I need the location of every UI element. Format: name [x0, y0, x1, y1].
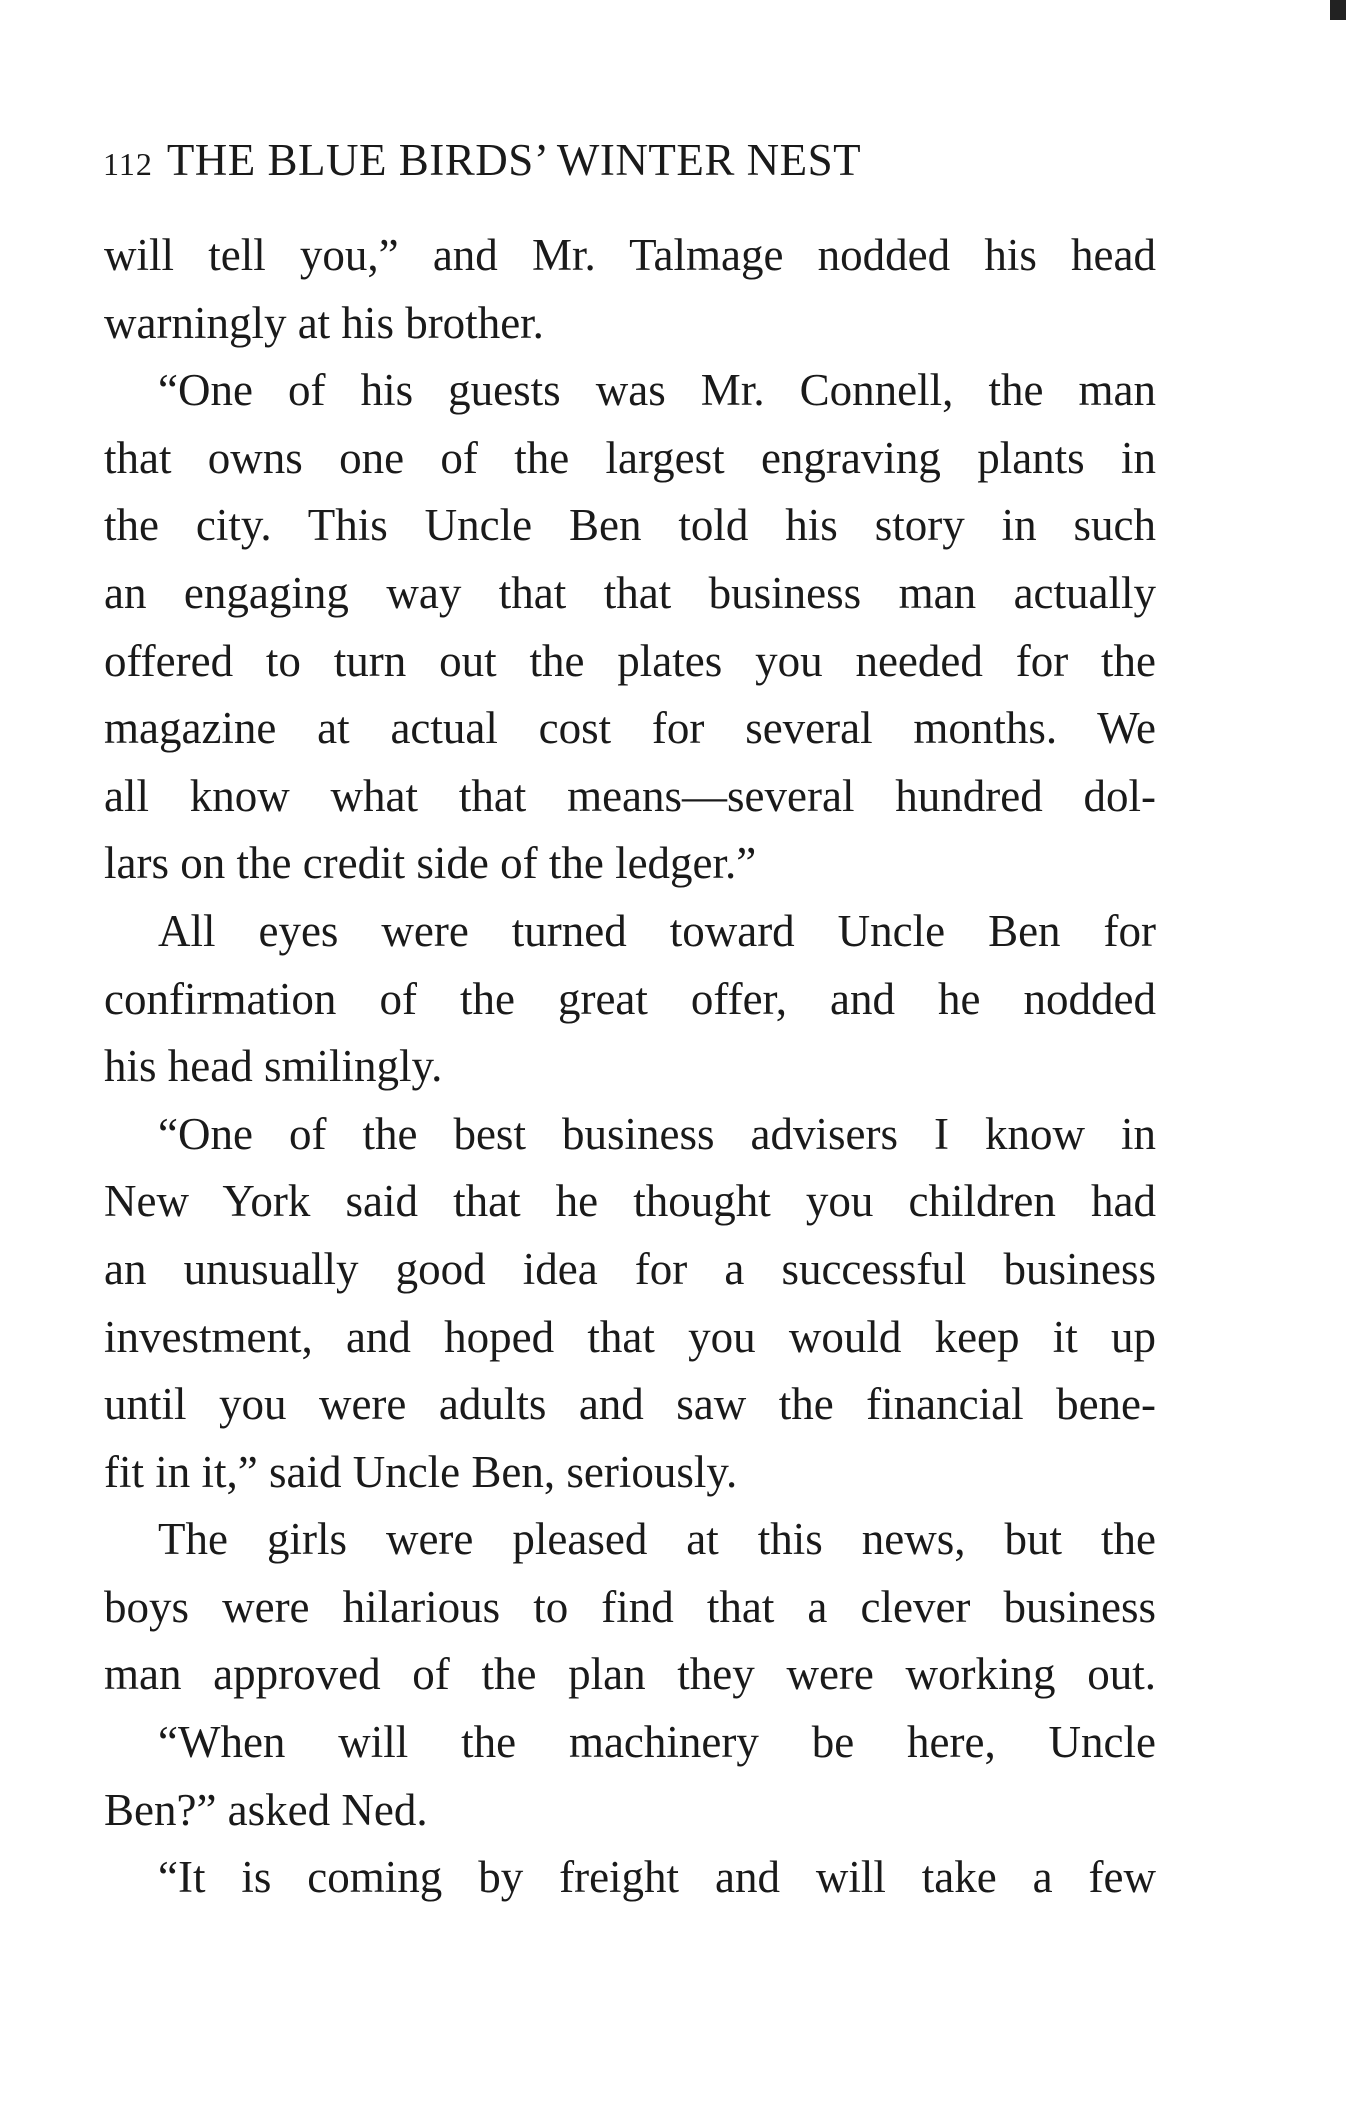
text-line: an engaging way that that business man actually [104, 567, 1156, 618]
text-line: “It is coming by freight and will take a few [158, 1852, 1156, 1903]
text-line: New York said that he thought you children had [104, 1176, 1156, 1227]
text-line: confirmation of the great offer, and he nodded [104, 973, 1156, 1024]
text-line: Ben?” asked Ned. [104, 1784, 428, 1835]
text-line: “One of the best business advisers I know in [158, 1108, 1156, 1159]
text-line: fit in it,” said Uncle Ben, seriously. [104, 1446, 738, 1497]
text-line: boys were hilarious to find that a clever business [104, 1581, 1156, 1632]
text-line: all know what that means—several hundred dol- [104, 770, 1156, 821]
text-line: will tell you,” and Mr. Talmage nodded his head [104, 230, 1156, 280]
text-line: The girls were pleased at this news, but the [158, 1514, 1156, 1565]
scan-edge-mark [1330, 0, 1346, 20]
text-line: lars on the credit side of the ledger.” [104, 838, 757, 889]
text-line: warningly at his brother. [104, 297, 544, 348]
page-number: 112 [103, 146, 153, 182]
page-body-text [104, 222, 1156, 1912]
text-line: until you were adults and saw the financial bene- [104, 1379, 1156, 1430]
running-header [103, 134, 1063, 186]
text-line: that owns one of the largest engraving plants in [104, 432, 1156, 483]
text-line: offered to turn out the plates you needed for the [104, 635, 1156, 686]
text-line: man approved of the plan they were working out. [104, 1649, 1156, 1700]
text-line: “One of his guests was Mr. Connell, the man [158, 365, 1156, 416]
text-line: his head smilingly. [104, 1041, 443, 1092]
text-line: magazine at actual cost for several months. We [104, 703, 1156, 754]
text-line: All eyes were turned toward Uncle Ben for [158, 905, 1156, 956]
running-title: THE BLUE BIRDS’ WINTER NEST [166, 135, 862, 185]
text-line: an unusually good idea for a successful business [104, 1243, 1156, 1294]
text-line: the city. This Uncle Ben told his story in such [104, 500, 1156, 551]
text-line: “When will the machinery be here, Uncle [158, 1717, 1156, 1768]
text-line: investment, and hoped that you would keep it up [104, 1311, 1156, 1362]
